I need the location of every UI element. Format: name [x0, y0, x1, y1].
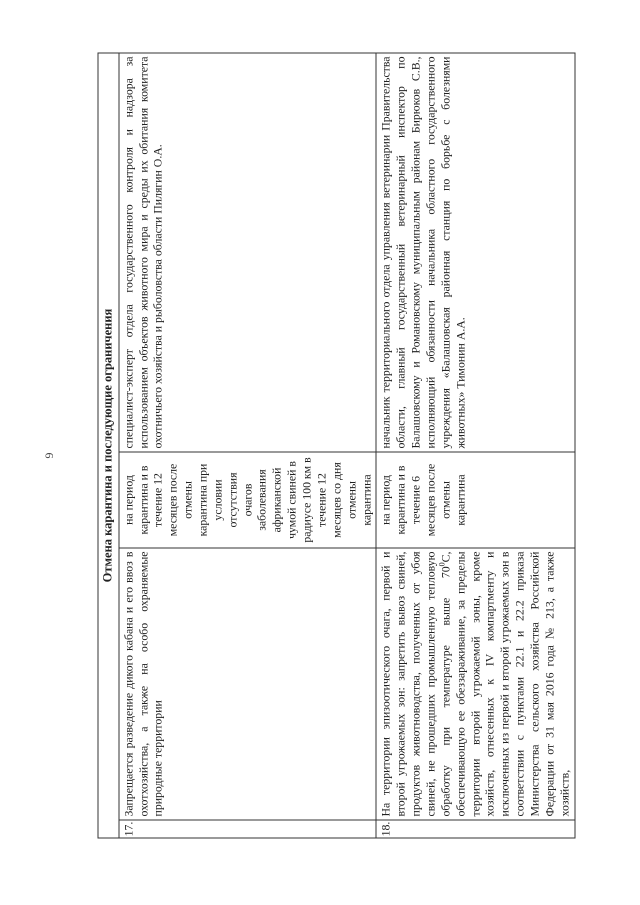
- measures-table: [98, 53, 576, 839]
- table-row: [376, 53, 574, 838]
- row-number: 18.: [376, 820, 574, 838]
- responsible-text: начальник территориального отдела управления ветеринарии Правительства области, главный государственный ветеринарный инспектор по Балашовскому и Романовскому муниципальным районам Бирюков С.В., исполняющий обязанности начальника областного государственного учреждения «Балашовская районная станция по борьбе с болезнями животных» Тимонин А.А.: [376, 53, 574, 452]
- measure-text-part-1: На территории эпизоотического очага, первой и второй угрожаемых зон: запретить вывоз свиней, продуктов животноводства, полученных от убоя свиней, не прошедших промышленную тепловую обработку при температуре выше 70: [378, 551, 453, 817]
- page-number: 6: [42, 452, 57, 459]
- rotated-document-sheet: [98, 53, 623, 839]
- section-title: Отмена карантина и последующие ограничения: [98, 53, 119, 838]
- row-number: 17.: [119, 820, 377, 838]
- term-text: на период карантина и в течение 6 месяцев после отмены карантина: [376, 452, 574, 548]
- table-row: [119, 53, 377, 838]
- measure-text-part-2: С, обеспечивающую ее обеззараживание, за пределы территории второй угрожаемой зоны, кроме хозяйств, отнесенных к IV компартменту и исключенных из первой и второй угрожаемых зон в соответствии с пунктами 22.1 и 22.2 приказа Министерства сельского хозяйства Российской Федерации от 31 мая 2016 года № 213, а также хозяйств,: [438, 551, 572, 817]
- measure-text: Запрещается разведение дикого кабана и его ввоз в охотхозяйства, а также на особо охраняемые природные территории: [119, 548, 377, 820]
- section-header-row: [98, 53, 119, 838]
- term-text: на период карантина и в течение 12 месяцев после отмены карантина при условии отсутствия очагов заболевания африканской чумой свиней в радиусе 100 км в течение 12 месяцев со дня отмены карантина: [119, 452, 377, 548]
- responsible-text: специалист-эксперт отдела государственного контроля и надзора за использованием объектов животного мира и среды их обитания комитета охотничьего хозяйства и рыболовства области Пилягин О.А.: [119, 53, 377, 452]
- degree-superscript: 0: [437, 562, 447, 567]
- measure-text: [376, 548, 574, 820]
